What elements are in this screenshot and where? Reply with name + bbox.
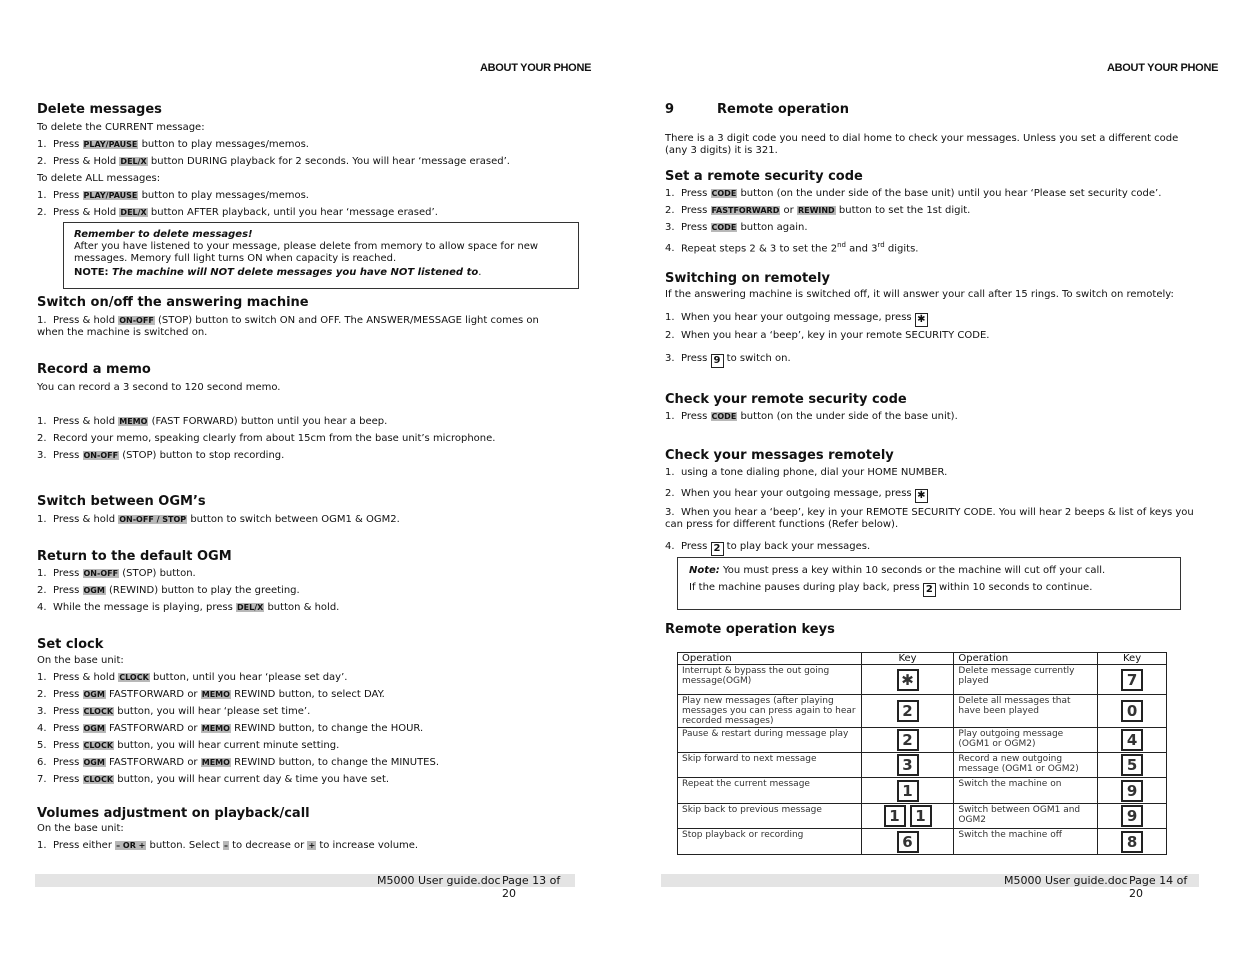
memo-button-label: MEMO <box>201 724 230 733</box>
list-item: 5. Press CLOCK button, you will hear current minute setting. <box>37 740 340 751</box>
star-key-icon: ✱ <box>915 313 928 327</box>
key-cell <box>861 778 954 804</box>
heading-default-ogm: Return to the default OGM <box>37 549 232 564</box>
page-footer <box>661 874 1199 900</box>
operation-cell: Stop playback or recording <box>678 829 862 855</box>
ogm-button-label: OGM <box>83 724 105 733</box>
memo-intro: You can record a 3 second to 120 second memo. <box>37 382 281 393</box>
page-header: ABOUT YOUR PHONE <box>480 62 592 74</box>
table-row <box>678 695 1167 728</box>
heading-switch-ogm: Switch between OGM’s <box>37 494 206 509</box>
section-title: Remote operation <box>717 102 849 117</box>
heading-remote-keys: Remote operation keys <box>665 622 835 637</box>
list-item: 1. Press either – OR + button. Select – to decrease or + to increase volume. <box>37 840 419 851</box>
delete-current-intro: To delete the CURRENT message: <box>37 122 205 133</box>
play-pause-button-label: PLAY/PAUSE <box>83 191 138 200</box>
heading-set-security-code: Set a remote security code <box>665 169 863 184</box>
section-number: 9 <box>665 102 675 117</box>
operation-cell: Skip back to previous message <box>678 804 862 829</box>
list-item: 2. When you hear a ‘beep’, key in your remote SECURITY CODE. <box>665 330 990 341</box>
zero-key-icon: 0 <box>1121 700 1143 722</box>
six-key-icon: 6 <box>897 831 919 853</box>
five-key-icon: 5 <box>1121 754 1143 776</box>
key-cell <box>1098 778 1167 804</box>
minus-button-label: – <box>223 841 228 850</box>
list-item: 2. When you hear your outgoing message, press ✱ <box>665 488 928 503</box>
operation-cell: Record a new outgoing message (OGM1 or OGM2) <box>954 753 1098 778</box>
table-row <box>678 778 1167 804</box>
list-item: 2. Press FASTFORWARD or REWIND button to set the 1st digit. <box>665 205 971 216</box>
note-line: Note: You must press a key within 10 seconds or the machine will cut off your call. <box>689 565 1106 576</box>
footer-doc-name: M5000 User guide.doc <box>377 874 501 887</box>
key-cell <box>1098 753 1167 778</box>
clock-intro: On the base unit: <box>37 655 124 666</box>
operation-cell: Switch the machine on <box>954 778 1098 804</box>
nine-key-icon: 9 <box>1121 805 1143 827</box>
four-key-icon: 4 <box>1121 729 1143 751</box>
table-row <box>678 829 1167 855</box>
table-row <box>678 728 1167 753</box>
operation-cell: Repeat the current message <box>678 778 862 804</box>
on-off-button-label: ON-OFF <box>83 569 119 578</box>
heading-switch-on-off: Switch on/off the answering machine <box>37 295 309 310</box>
operation-cell: Switch between OGM1 and OGM2 <box>954 804 1098 829</box>
heading-delete-messages: Delete messages <box>37 102 162 117</box>
list-item: 1. Press CODE button (on the under side of the base unit). <box>665 411 958 422</box>
table-row <box>678 753 1167 778</box>
list-item: 1. Press & hold ON-OFF (STOP) button to switch ON and OFF. The ANSWER/MESSAGE light comes on when the machine is switched on. <box>37 315 539 338</box>
one-key-icon: 1 <box>897 780 919 802</box>
list-item: 4. Repeat steps 2 & 3 to set the 2nd and 3rd digits. <box>665 241 919 255</box>
page-header: ABOUT YOUR PHONE <box>1107 62 1219 74</box>
nine-key-icon: 9 <box>711 354 724 368</box>
heading-switch-on-remotely: Switching on remotely <box>665 271 830 286</box>
play-pause-button-label: PLAY/PAUSE <box>83 140 138 149</box>
note-line: If the machine pauses during play back, press 2 within 10 seconds to continue. <box>689 582 1093 595</box>
list-item: 2. Press & Hold DEL/X button DURING playback for 2 seconds. You will hear ‘message erased’. <box>37 156 510 167</box>
nine-key-icon: 9 <box>1121 780 1143 802</box>
footer-doc-name: M5000 User guide.doc <box>1004 874 1128 887</box>
one-key-icon: 1 <box>910 805 932 827</box>
delete-all-intro: To delete ALL messages: <box>37 173 161 184</box>
list-item: 3. Press CLOCK button, you will hear ‘please set time’. <box>37 706 311 717</box>
two-key-icon: 2 <box>923 583 936 597</box>
table-row <box>678 665 1167 695</box>
key-cell <box>1098 665 1167 695</box>
column-header-key: Key <box>1098 653 1167 665</box>
remote-intro: There is a 3 digit code you need to dial home to check your messages. Unless you set a different code (any 3 digits) it is 321. <box>665 133 1179 156</box>
operation-cell: Delete message currently played <box>954 665 1098 695</box>
list-item: 1. Press CODE button (on the under side of the base unit) until you hear ‘Please set security code’. <box>665 188 1162 199</box>
list-item: 4. Press OGM FASTFORWARD or MEMO REWIND button, to change the HOUR. <box>37 723 424 734</box>
list-item: 3. Press 9 to switch on. <box>665 353 791 366</box>
ogm-button-label: OGM <box>83 586 105 595</box>
footer-page-number: Page 13 of 20 <box>502 874 561 900</box>
table-row <box>678 804 1167 829</box>
star-key-icon: ✱ <box>915 489 928 503</box>
memo-button-label: MEMO <box>201 690 230 699</box>
three-key-icon: 3 <box>897 754 919 776</box>
code-button-label: CODE <box>711 223 737 232</box>
list-item: 2. Press & Hold DEL/X button AFTER playback, until you hear ‘message erased’. <box>37 207 438 218</box>
list-item: 1. Press PLAY/PAUSE button to play messages/memos. <box>37 190 309 201</box>
clock-button-label: CLOCK <box>119 673 149 682</box>
operation-cell: Interrupt & bypass the out going message(OGM) <box>678 665 862 695</box>
operation-cell: Switch the machine off <box>954 829 1098 855</box>
list-item: 4. Press 2 to play back your messages. <box>665 541 871 554</box>
clock-button-label: CLOCK <box>83 775 114 784</box>
list-item: 1. Press & hold CLOCK button, until you hear ‘please set day’. <box>37 672 348 683</box>
list-item: 1. Press & hold ON-OFF / STOP button to switch between OGM1 & OGM2. <box>37 514 400 525</box>
fastforward-button-label: FASTFORWARD <box>711 206 780 215</box>
code-button-label: CODE <box>711 189 737 198</box>
heading-set-clock: Set clock <box>37 637 104 652</box>
on-off-button-label: ON-OFF <box>119 316 154 325</box>
volume-intro: On the base unit: <box>37 823 124 834</box>
left-page <box>0 0 617 954</box>
memo-button-label: MEMO <box>119 417 148 426</box>
note-title: Remember to delete messages! <box>74 229 253 240</box>
eight-key-icon: 8 <box>1121 831 1143 853</box>
column-header-operation: Operation <box>954 653 1098 665</box>
heading-volume: Volumes adjustment on playback/call <box>37 806 310 821</box>
clock-button-label: CLOCK <box>83 707 114 716</box>
table-header-row <box>678 653 1167 665</box>
list-item: 3. Press ON-OFF (STOP) button to stop recording. <box>37 450 285 461</box>
code-button-label: CODE <box>711 412 737 421</box>
one-key-icon: 1 <box>884 805 906 827</box>
list-item: 2. Press OGM FASTFORWARD or MEMO REWIND button, to select DAY. <box>37 689 385 700</box>
column-header-operation: Operation <box>678 653 862 665</box>
operation-cell: Pause & restart during message play <box>678 728 862 753</box>
key-cell <box>861 829 954 855</box>
ogm-button-label: OGM <box>83 758 105 767</box>
list-item: 2. Press OGM (REWIND) button to play the greeting. <box>37 585 300 596</box>
del-button-label: DEL/X <box>120 157 147 166</box>
heading-check-messages: Check your messages remotely <box>665 448 894 463</box>
remote-keys-table <box>677 652 1167 855</box>
list-item: 6. Press OGM FASTFORWARD or MEMO REWIND button, to change the MINUTES. <box>37 757 440 768</box>
list-item: 3. When you hear a ‘beep’, key in your REMOTE SECURITY CODE. You will hear 2 beeps & list of keys you can press for different functions (Refer below). <box>665 507 1194 530</box>
key-cell <box>861 753 954 778</box>
operation-cell: Play outgoing message (OGM1 or OGM2) <box>954 728 1098 753</box>
remote-on-intro: If the answering machine is switched off, it will answer your call after 15 rings. To switch on remotely: <box>665 289 1174 300</box>
operation-cell: Skip forward to next message <box>678 753 862 778</box>
del-button-label: DEL/X <box>236 603 264 612</box>
plus-button-label: + <box>308 841 316 850</box>
list-item: 4. While the message is playing, press DEL/X button & hold. <box>37 602 340 613</box>
list-item: 1. Press & hold MEMO (FAST FORWARD) button until you hear a beep. <box>37 416 388 427</box>
operation-cell: Delete all messages that have been played <box>954 695 1098 728</box>
note-warning: NOTE: The machine will NOT delete messages you have NOT listened to. <box>74 267 482 278</box>
rewind-button-label: REWIND <box>797 206 835 215</box>
key-cell <box>1098 728 1167 753</box>
column-header-key: Key <box>861 653 954 665</box>
clock-button-label: CLOCK <box>83 741 114 750</box>
two-key-icon: 2 <box>711 542 724 556</box>
key-cell <box>861 804 954 829</box>
key-cell <box>861 695 954 728</box>
key-cell <box>1098 695 1167 728</box>
del-button-label: DEL/X <box>120 208 147 217</box>
heading-check-security-code: Check your remote security code <box>665 392 907 407</box>
list-item: 1. using a tone dialing phone, dial your HOME NUMBER. <box>665 467 948 478</box>
remote-note-box <box>677 557 1181 610</box>
list-item: 1. Press PLAY/PAUSE button to play messages/memos. <box>37 139 309 150</box>
page-footer <box>35 874 575 900</box>
key-cell <box>861 665 954 695</box>
memo-button-label: MEMO <box>201 758 230 767</box>
star-key-icon: ✱ <box>897 669 919 691</box>
list-item: 3. Press CODE button again. <box>665 222 808 233</box>
volume-button-label: – OR + <box>116 841 146 850</box>
operation-cell: Play new messages (after playing messages you can press again to hear recorded messages) <box>678 695 862 728</box>
heading-record-memo: Record a memo <box>37 362 151 377</box>
list-item: 1. Press ON-OFF (STOP) button. <box>37 568 196 579</box>
two-key-icon: 2 <box>897 729 919 751</box>
list-item: 1. When you hear your outgoing message, press ✱ <box>665 312 928 327</box>
key-cell <box>1098 804 1167 829</box>
list-item: 7. Press CLOCK button, you will hear current day & time you have set. <box>37 774 390 785</box>
key-cell <box>1098 829 1167 855</box>
on-off-button-label: ON-OFF <box>83 451 119 460</box>
list-item: 2. Record your memo, speaking clearly from about 15cm from the base unit’s microphone. <box>37 433 496 444</box>
two-key-icon: 2 <box>897 700 919 722</box>
note-box <box>63 222 579 289</box>
footer-page-number: Page 14 of 20 <box>1129 874 1188 900</box>
on-off-stop-button-label: ON-OFF / STOP <box>119 515 187 524</box>
ogm-button-label: OGM <box>83 690 105 699</box>
note-body: After you have listened to your message, please delete from memory to allow space for new messages. Memory full light turns ON when capacity is reached. <box>74 241 539 264</box>
seven-key-icon: 7 <box>1121 669 1143 691</box>
key-cell <box>861 728 954 753</box>
